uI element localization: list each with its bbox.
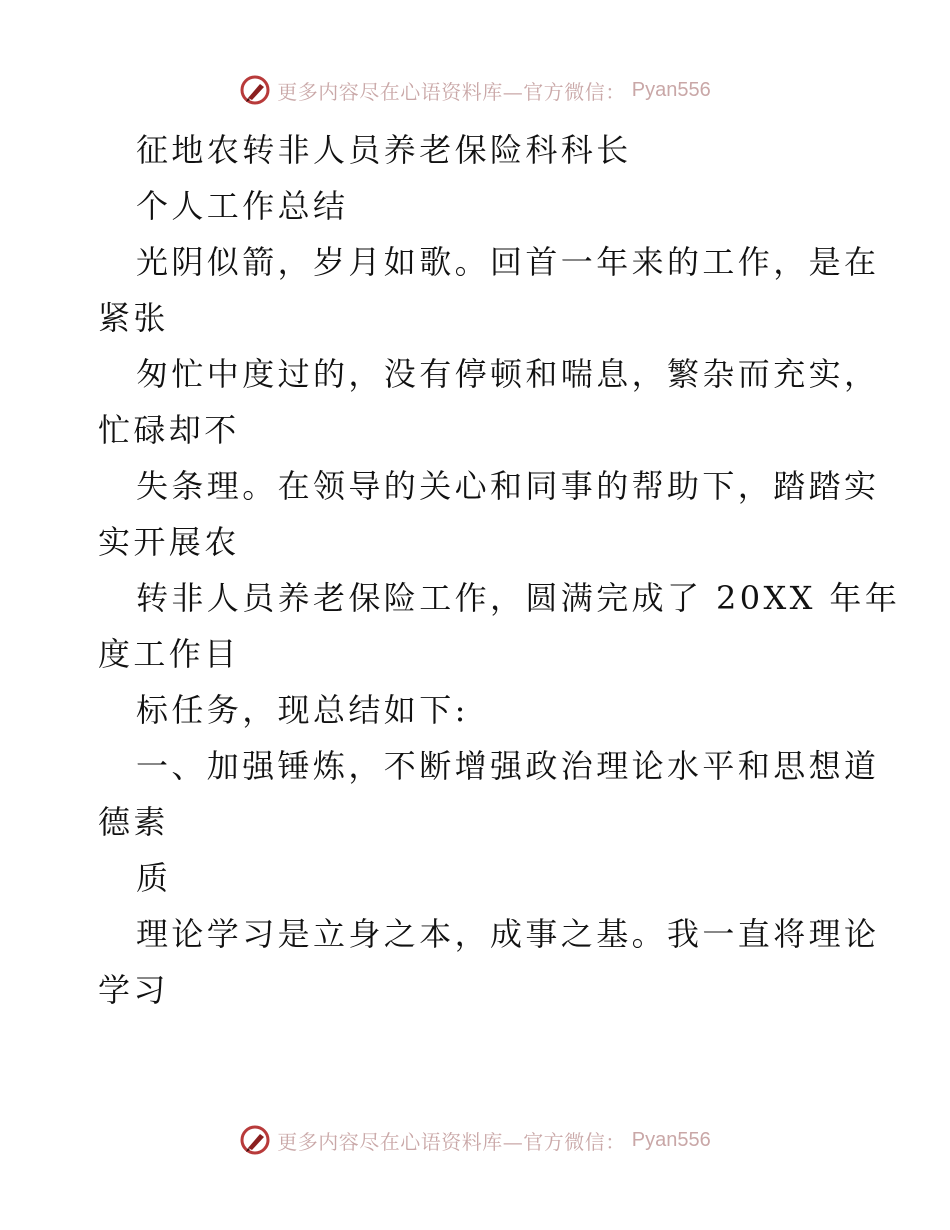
doc-line: 学习 [98, 971, 169, 1009]
header-banner [0, 70, 950, 110]
document-body [98, 122, 901, 1018]
doc-line: 德素 [98, 803, 169, 841]
doc-line: 失条理。在领导的关心和同事的帮助下，踏踏实 [136, 467, 880, 505]
doc-line: 紧张 [98, 299, 169, 337]
doc-line: 光阴似箭，岁月如歌。回首一年来的工作，是在 [136, 243, 880, 281]
doc-line: 征地农转非人员养老保险科科长 [136, 131, 632, 169]
header-banner-brand: Pyan556 [631, 78, 711, 101]
footer-banner-text: 更多内容尽在心语资料库—官方微信： [277, 1129, 626, 1154]
doc-line: 度工作目 [98, 635, 240, 673]
doc-line: 个人工作总结 [136, 187, 349, 225]
doc-line: 匆忙中度过的，没有停顿和喘息，繁杂而充实， [136, 355, 880, 393]
doc-line: 忙碌却不 [98, 411, 240, 449]
pen-logo-icon [239, 74, 271, 106]
header-banner-text: 更多内容尽在心语资料库—官方微信： [277, 79, 626, 104]
doc-line: 实开展农 [98, 523, 240, 561]
footer-banner-brand: Pyan556 [631, 1128, 711, 1151]
pen-logo-icon [239, 1124, 271, 1156]
doc-line: 标任务，现总结如下: [136, 691, 469, 729]
footer-banner [0, 1120, 950, 1160]
doc-line: 一、加强锤炼，不断增强政治理论水平和思想道 [136, 747, 880, 785]
doc-line: 转非人员养老保险工作，圆满完成了 20XX 年年 [136, 579, 901, 617]
doc-line: 质 [136, 859, 172, 897]
doc-line: 理论学习是立身之本，成事之基。我一直将理论 [136, 915, 880, 953]
